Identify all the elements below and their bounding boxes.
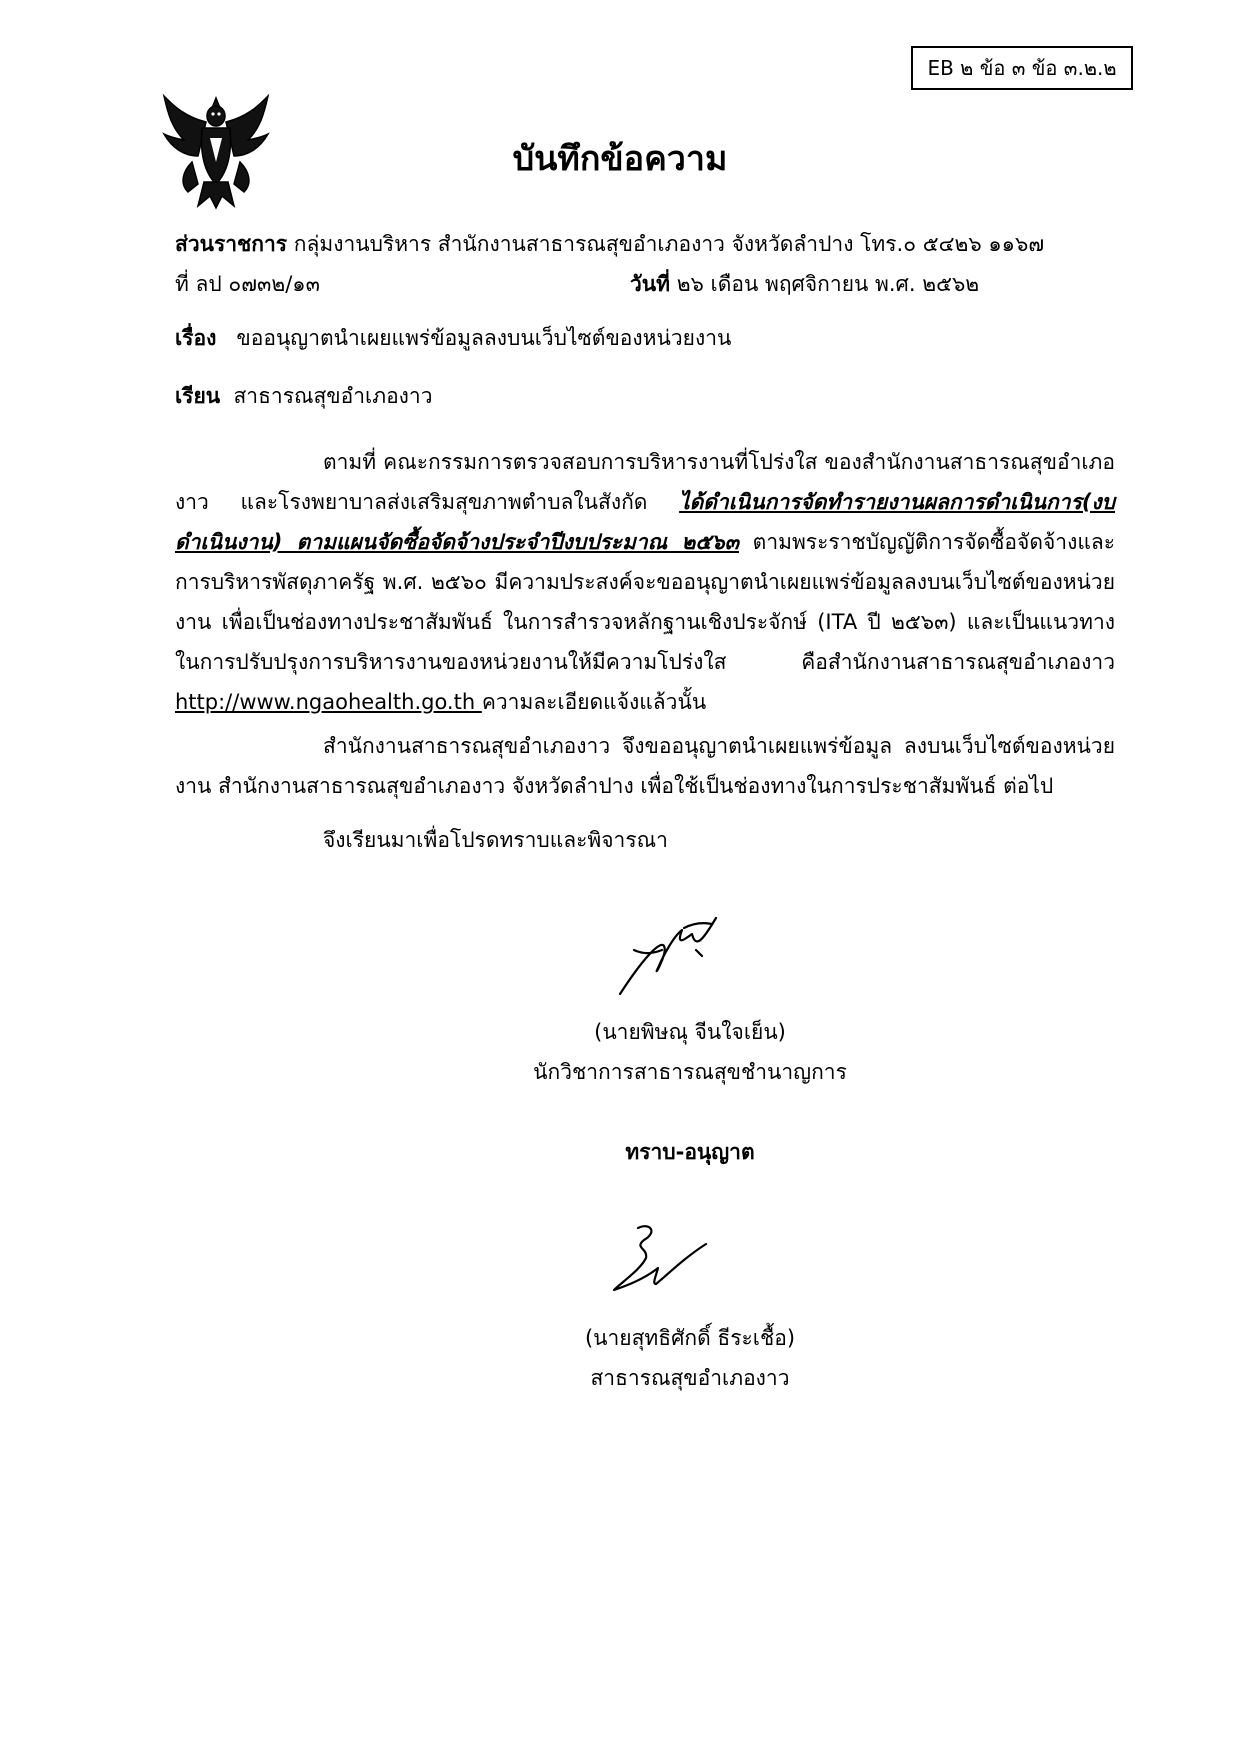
- to-line: [175, 380, 433, 412]
- signature-2-icon: [600, 1218, 710, 1298]
- date-value: ๒๖ เดือน พฤศจิกายน พ.ศ. ๒๕๖๒: [676, 272, 980, 296]
- body-paragraph-2: [175, 726, 1115, 806]
- para2-text: สำนักงานสาธารณสุขอำเภองาว จึงขออนุญาตนำเผยแพร่ข้อมูล ลงบนเว็บไซต์ของหน่วยงาน สำนักงานสาธารณสุขอำเภองาว จังหวัดลำปาง เพื่อใช้เป็นช่องทางในการประชาสัมพันธ์ ต่อไป: [175, 734, 1115, 798]
- agency-value: กลุ่มงานบริหาร สำนักงานสาธารณสุขอำเภองาว จังหวัดลำปาง โทร.๐ ๕๔๒๖ ๑๑๖๗: [293, 232, 1045, 256]
- subject-value: ขออนุญาตนำเผยแพร่ข้อมูลลงบนเว็บไซต์ของหน่วยงาน: [236, 326, 732, 350]
- signer-2-name: (นายสุทธิศักดิ์ ธีระเชื้อ): [584, 1326, 796, 1350]
- subject-line: [175, 322, 731, 354]
- date-line: [630, 268, 979, 300]
- body-paragraph-1: [175, 442, 1115, 722]
- para1-emphasis: ได้ดำเนินการจัดทำรายงานผลการดำเนินการ(งบดำเนินงาน) ตามแผนจัดซื้อจัดจ้างประจำปีงบประมาณ ๒๕๖๓: [175, 490, 1115, 554]
- signer-1-position: นักวิชาการสาธารณสุขชำนาญการ: [533, 1060, 847, 1084]
- to-value: สาธารณสุขอำเภองาว: [233, 384, 433, 408]
- agency-line: [175, 228, 1044, 260]
- signature-1-icon: [612, 910, 722, 1002]
- memo-title: บันทึกข้อความ: [512, 139, 728, 179]
- agency-label: ส่วนราชการ: [175, 232, 288, 256]
- reference-code: EB ๒ ข้อ ๓ ข้อ ๓.๒.๒: [927, 56, 1117, 80]
- to-label: เรียน: [175, 384, 221, 408]
- closing-line: จึงเรียนมาเพื่อโปรดทราบและพิจารณา: [323, 828, 668, 852]
- subject-label: เรื่อง: [175, 326, 217, 350]
- date-label: วันที่: [630, 272, 670, 296]
- number-value: ลป ๐๗๓๒/๑๓: [195, 272, 320, 296]
- para1-text-a: ตามที่ คณะกรรมการตรวจสอบการบริหารงานที่โปร่งใส ของสำนักงานสาธารณสุขอำเภองาว และโรงพยาบาลส่งเสริมสุขภาพตำบลในสังกัด: [175, 450, 1115, 514]
- number-line: [175, 268, 320, 300]
- website-link[interactable]: http://www.ngaohealth.go.th: [175, 690, 482, 714]
- number-label: ที่: [175, 272, 189, 296]
- reference-box: [911, 46, 1133, 90]
- signer-2-position: สาธารณสุขอำเภองาว: [590, 1366, 790, 1390]
- approval-text: ทราบ-อนุญาต: [625, 1140, 755, 1164]
- signer-1-name: (นายพิษณุ จีนใจเย็น): [594, 1020, 786, 1044]
- para1-text-c: ความละเอียดแจ้งแล้วนั้น: [481, 690, 707, 714]
- para1-text-b: ตามพระราชบัญญัติการจัดซื้อจัดจ้างและการบริหารพัสดุภาครัฐ พ.ศ. ๒๕๖๐ มีความประสงค์จะขออนุญาตนำเผยแพร่ข้อมูลลงบนเว็บไซต์ของหน่วยงาน เพื่อเป็นช่องทางประชาสัมพันธ์ ในการสำรวจหลักฐานเชิงประจักษ์ (ITA ปี ๒๕๖๓) และเป็นแนวทางในการปรับปรุงการบริหารงานของหน่วยงานให้มีความโปร่งใส คือสำนักงานสาธารณสุขอำเภองาว: [175, 530, 1116, 674]
